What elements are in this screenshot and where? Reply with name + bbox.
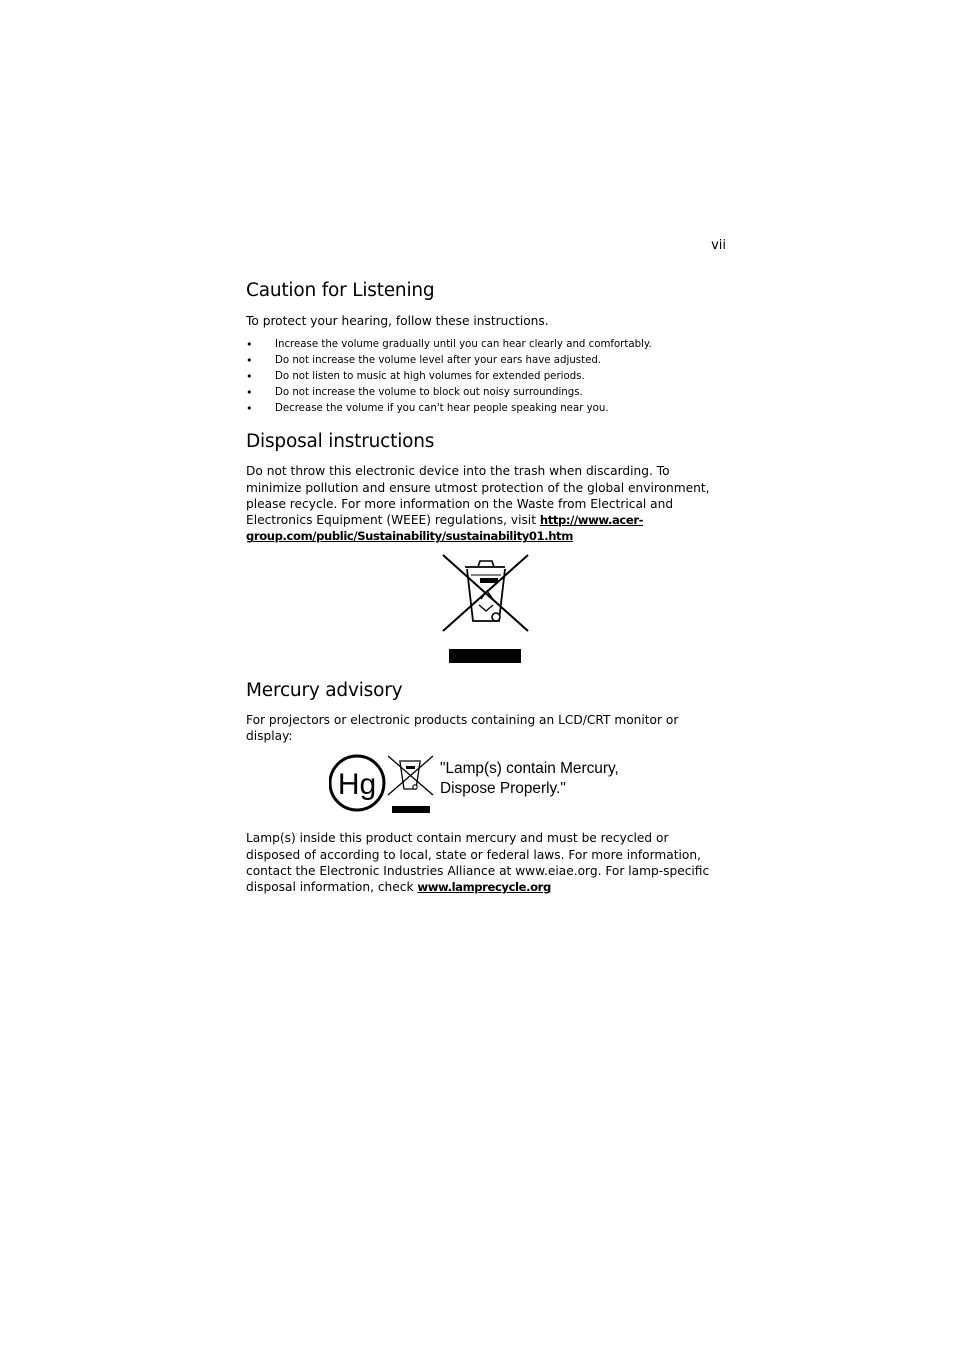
mercury-heading: Mercury advisory (246, 679, 403, 701)
bullet-icon: • (246, 370, 253, 384)
mercury-hg-icon (329, 752, 439, 814)
list-item: • Decrease the volume if you can't hear people speaking near you. (246, 402, 609, 416)
weee-link[interactable]: http://www.acer-group.com/public/Sustainability/sustainability01.htm (246, 513, 644, 544)
caution-section (246, 279, 726, 417)
mercury-label-line1: "Lamp(s) contain Mercury, (440, 760, 619, 778)
caution-heading: Caution for Listening (246, 280, 435, 301)
list-item: • Increase the volume gradually until you can hear clearly and comfortably. (246, 338, 652, 352)
mercury-body: Lamp(s) inside this product contain mercury and must be recycled or disposed of according to local, state or federal laws. For more information, contact the Electronic Industries Alliance at www.eiae.org. For lamp-specific disposal information, check www.lamprecycle.org (246, 831, 710, 895)
page-number: vii (711, 238, 726, 253)
lamprecycle-link[interactable]: www.lamprecycle.org (417, 880, 551, 895)
disposal-heading: Disposal instructions (246, 431, 435, 453)
list-item: • Do not increase the volume level after your ears have adjusted. (246, 354, 602, 368)
mercury-section (246, 679, 726, 896)
bullet-icon: • (246, 354, 253, 368)
bullet-icon: • (246, 386, 253, 400)
mercury-label-line2: Dispose Properly." (440, 779, 566, 797)
bullet-icon: • (246, 338, 253, 352)
mercury-intro: For projectors or electronic products containing an LCD/CRT monitor or display: (246, 712, 679, 744)
caution-list (246, 337, 726, 417)
disposal-section (246, 430, 726, 666)
hg-symbol: Hg (337, 768, 377, 802)
crossed-bin-small-icon (388, 756, 433, 813)
caution-intro: To protect your hearing, follow these instructions. (246, 314, 549, 328)
page-content (246, 279, 726, 896)
crossed-out-wheelie-bin-icon (441, 553, 531, 665)
weee-figure (246, 553, 726, 667)
mercury-label-text (440, 759, 619, 798)
mercury-label-figure (246, 752, 726, 818)
bullet-icon: • (246, 402, 253, 416)
list-item: • Do not increase the volume to block out noisy surroundings. (246, 386, 583, 400)
list-item: • Do not listen to music at high volumes for extended periods. (246, 370, 585, 384)
disposal-body: Do not throw this electronic device into the trash when discarding. To minimize pollution and ensure utmost protection of the global environment, please recycle. For more information on the Waste from Electrical and Electronics Equipment (WEEE) regulations, visit http://www.acer-group.com/public/Sustainability/sustainability01.htm (246, 464, 710, 544)
